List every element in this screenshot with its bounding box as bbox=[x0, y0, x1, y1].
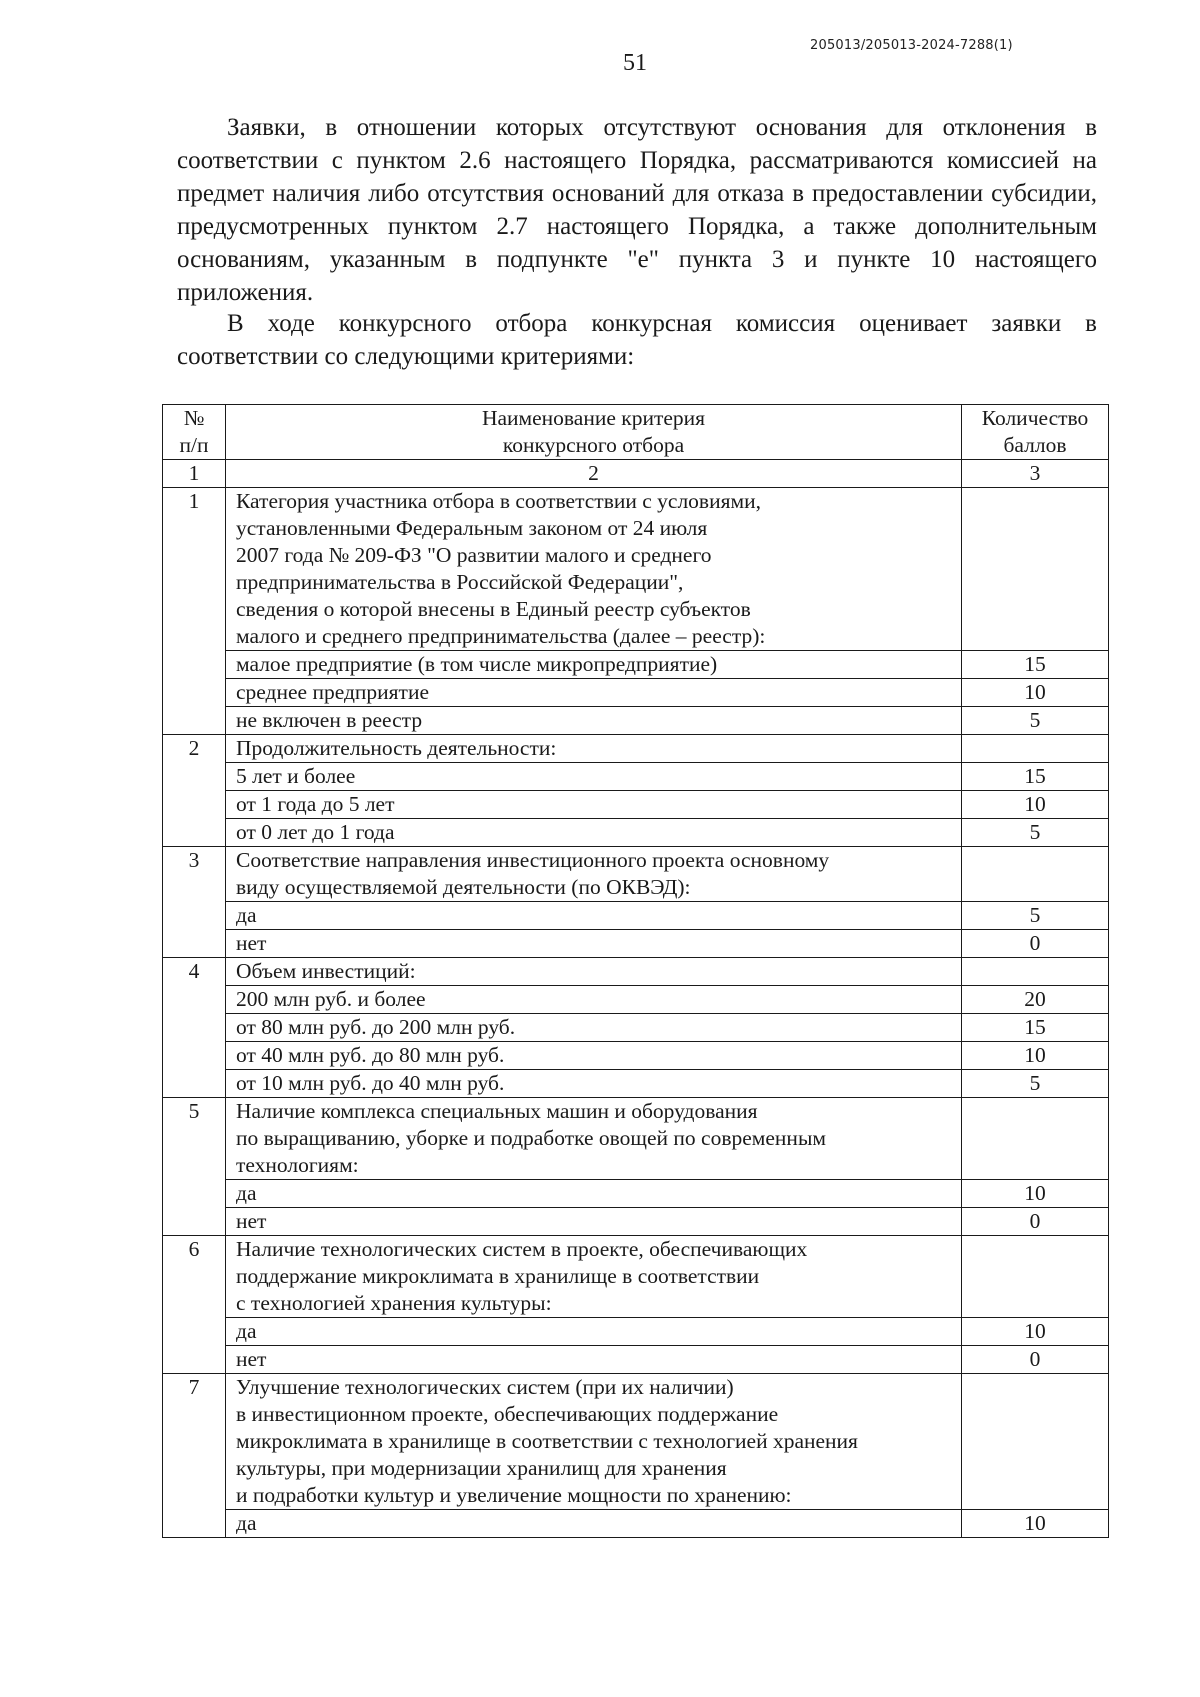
option-label: да bbox=[226, 1180, 962, 1208]
option-points: 0 bbox=[962, 1208, 1109, 1236]
option-points: 10 bbox=[962, 1318, 1109, 1346]
criterion-title bbox=[226, 1236, 962, 1318]
criterion-title-row bbox=[163, 1236, 1109, 1318]
option-points: 15 bbox=[962, 1014, 1109, 1042]
column-number-1: 1 bbox=[163, 460, 226, 488]
option-points: 5 bbox=[962, 1070, 1109, 1098]
option-points: 5 bbox=[962, 902, 1109, 930]
criterion-title-line: микроклимата в хранилище в соответствии с технологией хранения bbox=[236, 1429, 858, 1453]
criterion-title bbox=[226, 958, 962, 986]
criterion-title-line: Объем инвестиций: bbox=[236, 959, 416, 983]
criterion-points-empty bbox=[962, 1236, 1109, 1318]
criterion-number: 1 bbox=[163, 488, 226, 735]
criterion-title-line: Наличие технологических систем в проекте, обеспечивающих bbox=[236, 1237, 808, 1261]
option-label: не включен в реестр bbox=[226, 707, 962, 735]
option-label: от 10 млн руб. до 40 млн руб. bbox=[226, 1070, 962, 1098]
criterion-title-line: Продолжительность деятельности: bbox=[236, 736, 557, 760]
criterion-points-empty bbox=[962, 735, 1109, 763]
column-number-2: 2 bbox=[226, 460, 962, 488]
criterion-title-line: в инвестиционном проекте, обеспечивающих поддержание bbox=[236, 1402, 779, 1426]
column-number-3: 3 bbox=[962, 460, 1109, 488]
criteria-body bbox=[163, 488, 1109, 1538]
criterion-option-row bbox=[163, 1346, 1109, 1374]
option-label: нет bbox=[226, 1208, 962, 1236]
option-label: от 80 млн руб. до 200 млн руб. bbox=[226, 1014, 962, 1042]
criterion-option-row bbox=[163, 1208, 1109, 1236]
criterion-number: 7 bbox=[163, 1374, 226, 1538]
criterion-title bbox=[226, 488, 962, 651]
option-points: 0 bbox=[962, 930, 1109, 958]
criterion-option-row bbox=[163, 763, 1109, 791]
criteria-table bbox=[162, 404, 1109, 1538]
criterion-option-row bbox=[163, 930, 1109, 958]
criterion-title-line: Улучшение технологических систем (при их наличии) bbox=[236, 1375, 734, 1399]
option-label: малое предприятие (в том числе микропредприятие) bbox=[226, 651, 962, 679]
header-points bbox=[962, 405, 1109, 460]
criterion-title-row bbox=[163, 1374, 1109, 1510]
criterion-points-empty bbox=[962, 1374, 1109, 1510]
criterion-option-row bbox=[163, 651, 1109, 679]
criterion-title-line: малого и среднего предпринимательства (далее – реестр): bbox=[236, 624, 766, 648]
option-points: 20 bbox=[962, 986, 1109, 1014]
criterion-title-line: предпринимательства в Российской Федерации", bbox=[236, 570, 684, 594]
criterion-points-empty bbox=[962, 847, 1109, 902]
header-num-line2: п/п bbox=[179, 433, 209, 457]
header-name bbox=[226, 405, 962, 460]
criterion-title bbox=[226, 735, 962, 763]
option-points: 10 bbox=[962, 1042, 1109, 1070]
criterion-title-line: культуры, при модернизации хранилищ для хранения bbox=[236, 1456, 727, 1480]
criterion-title-row bbox=[163, 847, 1109, 902]
criterion-title-line: поддержание микроклимата в хранилище в соответствии bbox=[236, 1264, 760, 1288]
option-points: 15 bbox=[962, 651, 1109, 679]
document-id: 205013/205013-2024-7288(1) bbox=[810, 38, 1013, 53]
criterion-title-line: 2007 года № 209-ФЗ "О развитии малого и среднего bbox=[236, 543, 712, 567]
header-name-line2: конкурсного отбора bbox=[502, 433, 685, 457]
criterion-title-line: Категория участника отбора в соответствии с условиями, bbox=[236, 489, 761, 513]
option-points: 10 bbox=[962, 791, 1109, 819]
option-points: 5 bbox=[962, 707, 1109, 735]
criterion-title-row bbox=[163, 488, 1109, 651]
option-points: 15 bbox=[962, 763, 1109, 791]
criterion-option-row bbox=[163, 1318, 1109, 1346]
criterion-option-row bbox=[163, 679, 1109, 707]
header-num bbox=[163, 405, 226, 460]
criterion-option-row bbox=[163, 819, 1109, 847]
criterion-option-row bbox=[163, 1070, 1109, 1098]
page-number: 51 bbox=[623, 50, 647, 76]
option-label: среднее предприятие bbox=[226, 679, 962, 707]
criterion-option-row bbox=[163, 791, 1109, 819]
criterion-title-line: технологиям: bbox=[236, 1153, 359, 1177]
criterion-title-line: виду осуществляемой деятельности (по ОКВЭД): bbox=[236, 875, 691, 899]
criterion-number: 5 bbox=[163, 1098, 226, 1236]
criterion-number: 4 bbox=[163, 958, 226, 1098]
option-label: от 1 года до 5 лет bbox=[226, 791, 962, 819]
criterion-title-row bbox=[163, 958, 1109, 986]
option-label: 5 лет и более bbox=[226, 763, 962, 791]
criterion-title-line: Соответствие направления инвестиционного проекта основному bbox=[236, 848, 830, 872]
option-label: нет bbox=[226, 1346, 962, 1374]
column-numbers-row bbox=[163, 460, 1109, 488]
option-label: нет bbox=[226, 930, 962, 958]
criterion-option-row bbox=[163, 902, 1109, 930]
header-name-line1: Наименование критерия bbox=[481, 406, 706, 430]
criterion-option-row bbox=[163, 707, 1109, 735]
option-points: 5 bbox=[962, 819, 1109, 847]
option-label: да bbox=[226, 1510, 962, 1538]
criterion-title-line: Наличие комплекса специальных машин и оборудования bbox=[236, 1099, 758, 1123]
criterion-number: 2 bbox=[163, 735, 226, 847]
criterion-title-line: установленными Федеральным законом от 24 июля bbox=[236, 516, 708, 540]
paragraph-criteria-intro: В ходе конкурсного отбора конкурсная комиссия оценивает заявки в соответствии со следующими критериями: bbox=[177, 310, 1097, 370]
option-label: от 0 лет до 1 года bbox=[226, 819, 962, 847]
criterion-option-row bbox=[163, 1014, 1109, 1042]
option-label: от 40 млн руб. до 80 млн руб. bbox=[226, 1042, 962, 1070]
option-points: 10 bbox=[962, 1180, 1109, 1208]
criterion-title-row bbox=[163, 735, 1109, 763]
option-points: 10 bbox=[962, 1510, 1109, 1538]
criterion-title-row bbox=[163, 1098, 1109, 1180]
criterion-title-line: сведения о которой внесены в Единый реестр субъектов bbox=[236, 597, 751, 621]
paragraph-applications: Заявки, в отношении которых отсутствуют основания для отклонения в соответствии с пунктом 2.6 настоящего Порядка, рассматриваются комиссией на предмет наличия либо отсутствия оснований для отказа в предоставлении субсидии, предусмотренных пунктом 2.7 настоящего Порядка, а также дополнительным основаниям, указанным в подпункте "е" пункта 3 и пункте 10 настоящего приложения. bbox=[177, 114, 1097, 306]
criterion-title-line: с технологией хранения культуры: bbox=[236, 1291, 552, 1315]
option-label: да bbox=[226, 902, 962, 930]
header-points-line2: баллов bbox=[1003, 433, 1067, 457]
criterion-title-line: и подработки культур и увеличение мощности по хранению: bbox=[236, 1483, 792, 1507]
criterion-title bbox=[226, 1374, 962, 1510]
criterion-number: 3 bbox=[163, 847, 226, 958]
option-points: 0 bbox=[962, 1346, 1109, 1374]
option-label: 200 млн руб. и более bbox=[226, 986, 962, 1014]
criterion-title bbox=[226, 847, 962, 902]
option-label: да bbox=[226, 1318, 962, 1346]
criterion-option-row bbox=[163, 986, 1109, 1014]
criterion-points-empty bbox=[962, 1098, 1109, 1180]
criterion-title bbox=[226, 1098, 962, 1180]
criterion-points-empty bbox=[962, 488, 1109, 651]
table-header-row bbox=[163, 405, 1109, 460]
criterion-number: 6 bbox=[163, 1236, 226, 1374]
header-points-line1: Количество bbox=[981, 406, 1089, 430]
criterion-option-row bbox=[163, 1180, 1109, 1208]
criterion-option-row bbox=[163, 1042, 1109, 1070]
criterion-option-row bbox=[163, 1510, 1109, 1538]
criterion-title-line: по выращиванию, уборке и подработке овощей по современным bbox=[236, 1126, 826, 1150]
header-num-line1: № bbox=[183, 406, 205, 430]
criterion-points-empty bbox=[962, 958, 1109, 986]
option-points: 10 bbox=[962, 679, 1109, 707]
